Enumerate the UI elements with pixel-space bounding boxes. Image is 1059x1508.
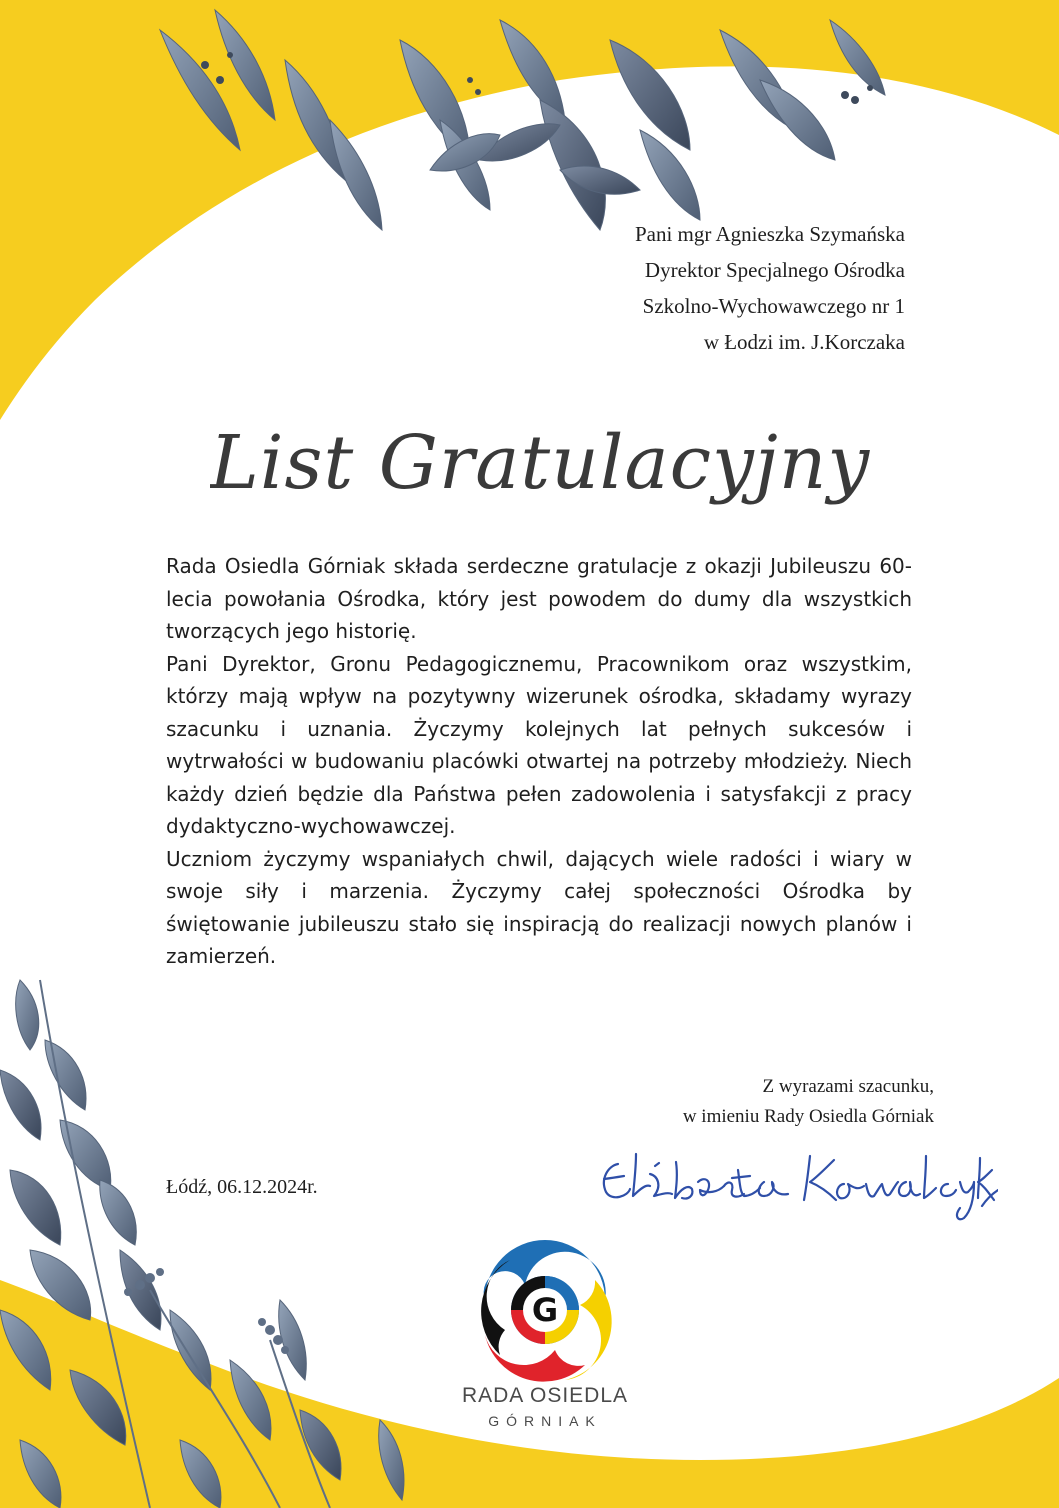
date-place: Łódź, 06.12.2024r. [166, 1176, 318, 1198]
handwritten-signature [588, 1134, 998, 1224]
addressee-block [485, 216, 905, 360]
logo-letter: G [531, 1291, 559, 1329]
addressee-line: Szkolno-Wychowawczego nr 1 [642, 294, 905, 318]
addressee-line: Pani mgr Agnieszka Szymańska [634, 222, 905, 246]
document-title-text: List Gratulacyjny [210, 420, 870, 506]
signature-alt-text: Elżbieta Kowalczyk [588, 1134, 597, 1135]
body-paragraph: Pani Dyrektor, Gronu Pedagogicznemu, Pracownikom oraz wszystkim, którzy mają wpływ na pozytywny wizerunek ośrodka, składamy wyrazy szacunku i uznania. Życzymy kolejnych lat pełnych sukcesów i wytrwałości w budowaniu placówki otwartej na potrzeby młodzieży. Niech każdy dzień będzie dla Państwa pełen zadowolenia i satysfakcji z pracy dydaktyczno-wychowawczej. [166, 651, 912, 838]
letter-body [166, 550, 912, 973]
logo-caption-bottom: GÓRNIAK [488, 1413, 602, 1429]
logo-caption-top: RADA OSIEDLA [461, 1384, 629, 1407]
addressee-line: Dyrektor Specjalnego Ośrodka [644, 258, 905, 282]
body-paragraph: Uczniom życzymy wspaniałych chwil, dających wiele radości i wiary w swoje siły i marzenia. Życzymy całej społeczności Ośrodka by świętowanie jubileuszu stało się inspiracją do realizacji nowych planów i zamierzeń. [166, 846, 912, 968]
addressee-line: w Łodzi im. J.Korczaka [703, 330, 905, 354]
closing-line: w imieniu Rady Osiedla Górniak [682, 1106, 934, 1127]
document-title [210, 400, 870, 530]
body-paragraph: Rada Osiedla Górniak składa serdeczne gratulacje z okazji Jubileuszu 60-lecia powołania Ośrodka, który jest powodem do dumy dla wszystkich tworzących jego historię. [166, 554, 912, 643]
closing-block [514, 1072, 934, 1132]
closing-line: Z wyrazami szacunku, [762, 1076, 934, 1097]
